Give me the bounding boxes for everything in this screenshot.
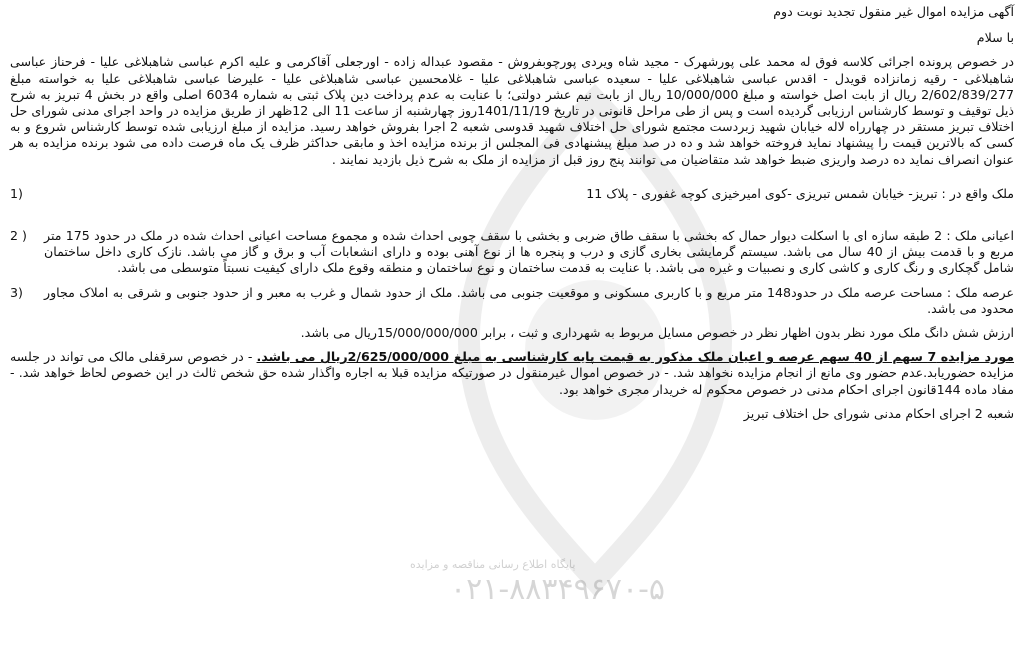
greeting: با سلام	[976, 30, 1014, 46]
item-2-row	[10, 228, 1014, 277]
auction-bold-text: مورد مزایده 7 سهم از 40 سهم عرصه و اعیان ملک مذکور به قیمت پایه کارشناسی به مبلغ 2/625/000/000ریال می باشد.	[256, 349, 1015, 365]
item-3-text: عرصه ملک : مساحت عرصه ملک در حدود148 متر مربع و با کاربری مسکونی و موقعیت جنوبی می باشد. ملک از حدود شمال و غرب به معبر و از حدود جنوبی و شرقی به املاک مجاور محدود می باشد.	[44, 284, 1014, 316]
item-2-text: اعیانی ملک : 2 طبقه سازه ای با اسکلت دیوار حمال که بخشی با سقف طاق ضربی و بخشی با سقف چوبی احداث شده و مجموع مساحت اعیانی احداث شده در ملک در حدود 175 متر مربع و با قدمت بیش از 40 سال می باشد. سیستم گرمایشی بخاری گازی و درب و پنجره ها از نوع آهنی بوده و دارای انشعابات آب و برق و گاز می باشد. نازک کاری داخل ساختمان شامل گچکاری و رنگ کاری و کاشی کاری و نصبیات و غیره می باشد. با عنایت به قدمت ساختمان و نوع ساختمان و منطقه وقوع ملک دارای کیفیت نسبتاً متوسطی می باشد.	[44, 228, 1015, 276]
item-1-number: (1	[10, 185, 23, 201]
item-3-number: (3	[10, 284, 23, 300]
item-1-row	[10, 186, 1014, 202]
item-3-row	[10, 285, 1014, 317]
item-1-text: ملک واقع در : تبریز- خیابان شمس تبریزی -کوی امیرخیزی کوچه غفوری - پلاک 11	[586, 185, 1014, 201]
notice-title: آگهی مزایده اموال غیر منقول تجدید نوبت دوم	[773, 4, 1014, 19]
watermark-footer-text: پایگاه اطلاع رسانی مناقصه و مزایده	[410, 558, 576, 571]
auction-paragraph	[10, 349, 1014, 398]
auction-rest-text: - در خصوص سرقفلی مالک می تواند در جلسه مزایده حضوریابد.عدم حضور وی مانع از انجام مزایده نخواهد شد. - در خصوص اموال غیرمنقول در صورتیکه مزایده قبلا به اجاره واگذار شده حق شخص ثالث در این خصوص لحاظ خواهد شد. - مفاد ماده 144قانون اجرای احکام مدنی در خصوص محکوم له خریدار مجری خواهد بود.	[10, 349, 1014, 397]
valuation-paragraph: ارزش شش دانگ ملک مورد نظر بدون اظهار نظر در خصوص مسایل مربوط به شهرداری و ثبت ، برابر 15/000/000/000ریال می باشد.	[300, 325, 1014, 341]
watermark-phone: ۰۲۱-۸۸۳۴۹۶۷۰-۵	[450, 572, 666, 607]
notice-document	[10, 4, 1014, 430]
item-2-number: ( 2	[10, 228, 27, 244]
signature: شعبه 2 اجرای احکام مدنی شورای حل اختلاف تبریز	[743, 405, 1014, 421]
intro-paragraph: در خصوص پرونده اجرائی کلاسه فوق له محمد علی پورشهرک - مجید شاه ویردی پورچوبفروش - مقصود عبداله زاده - اورجعلی آقاکرمی و علیه اکرم عباسی شاهبلاغی علیا - فرحناز عباسی شاهبلاغی - رقیه زمانزاده قویدل - اقدس عباسی شاهبلاغی علیا - سعیده عباسی شاهبلاغی علیا - غلامحسین عباسی شاهبلاغی علیا - علیرضا عباسی شاهبلاغی علیا به خواسته مبلغ 2/602/839/277 ریال از بابت اصل خواسته و مبلغ 10/000/000 ریال از بابت نیم عشر دولتی؛ با عنایت به عدم پرداخت دین پلاک ثبتی به شماره 6034 اصلی واقع در بخش 4 تبریز به شرح ذیل توقیف و توسط کارشناس ارزیابی گردیده است و پس از طی مراحل قانونی در تاریخ 1401/11/19روز چهارشنبه از ساعت 11 الی 12ظهر از طریق مزایده در واحد اجرای مدنی شورای حل اختلاف تبریز مستقر در چهارراه لاله خیابان شهید زبردست مجتمع شورای حل اختلاف شهید قدوسی شعبه 2 اجرا بفروش خواهد رسید. مزایده از مبلغ ارزیابی شده توسط کارشناس شروع و به کسی که بالاترین قیمت را پیشنهاد نماید فروخته خواهد شد و ده در صد مبلغ پیشنهادی فی المجلس از برنده مزایده اخذ و مابقی حداکثر ظرف یک ماه فرصت داده می شود برنده مزایده به هر عنوان انصراف نماید ده درصد واریزی ضبط خواهد شد متقاضیان می توانند پنج روز قبل از مزایده از ملک به شرح ذیل بازدید نمایند .	[10, 54, 1014, 167]
